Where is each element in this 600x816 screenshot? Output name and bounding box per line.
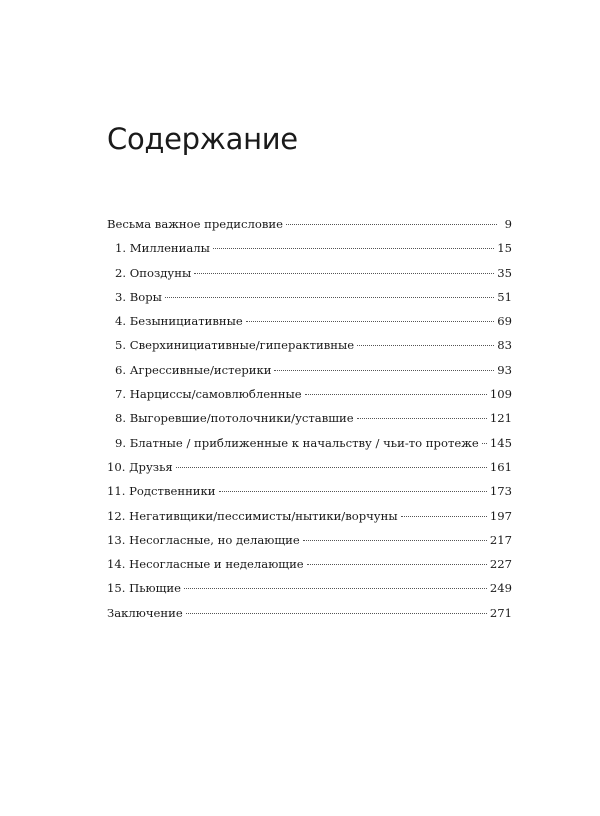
toc-entry-page: 249 (489, 581, 512, 596)
toc-entry-page: 217 (489, 532, 512, 547)
toc-entry-page: 93 (497, 362, 512, 377)
toc-entry[interactable] (107, 309, 512, 333)
dot-leader (401, 516, 487, 517)
toc-entry-page: 9 (504, 217, 512, 231)
toc-entry[interactable] (107, 455, 512, 479)
dot-leader (357, 418, 487, 419)
toc-entry-title: 6. Агрессивные/истерики (115, 362, 272, 377)
toc-entry[interactable] (107, 504, 512, 528)
toc-entry-title: 7. Нарциссы/самовлюбленные (115, 387, 302, 402)
toc-entry-title: 14. Несогласные и неделающие (107, 557, 304, 572)
dot-leader (186, 613, 487, 614)
dot-leader (165, 297, 494, 298)
toc-entry-page: 35 (497, 265, 512, 280)
toc-entry-page: 227 (489, 557, 512, 572)
toc-entry-page: 271 (489, 605, 512, 620)
toc-entry-title: Заключение (107, 605, 183, 620)
toc-entry-page: 173 (489, 484, 512, 499)
toc-entry-page: 109 (489, 387, 512, 402)
toc-entry[interactable] (107, 552, 512, 576)
toc-entry[interactable] (107, 576, 512, 600)
dot-leader (307, 564, 487, 565)
toc-entry-title: 4. Безынициативные (115, 314, 243, 329)
dot-leader (303, 540, 487, 541)
toc-entry[interactable] (107, 261, 512, 285)
toc-entry[interactable] (107, 431, 512, 455)
toc-entry-title: 2. Опоздуны (115, 265, 192, 280)
toc-entry-title: 8. Выгоревшие/потолочники/уставшие (115, 411, 354, 426)
toc-entry-title: 3. Воры (115, 289, 162, 304)
toc-entry-title: 12. Негативщики/пессимисты/нытики/ворчуны (107, 508, 398, 523)
dot-leader (286, 224, 497, 225)
page-title: Содержание (107, 122, 298, 156)
toc-entry-title: 1. Миллениалы (115, 241, 210, 256)
toc-entry-page: 51 (497, 289, 512, 304)
toc-entry-title: 10. Друзья (107, 459, 173, 474)
dot-leader (213, 248, 494, 249)
toc-entry-page: 15 (497, 241, 512, 256)
dot-leader (357, 345, 494, 346)
dot-leader (184, 588, 487, 589)
toc-entry[interactable] (107, 236, 512, 260)
toc-entry-title: 11. Родственники (107, 484, 216, 499)
toc-entry-title: 9. Блатные / приближенные к начальству / чьи-то протеже (115, 435, 479, 450)
dot-leader (219, 491, 487, 492)
toc-entry[interactable] (107, 212, 512, 236)
toc-entry-page: 83 (497, 338, 512, 353)
toc-entry-page: 69 (497, 314, 512, 329)
toc-entry[interactable] (107, 528, 512, 552)
toc-entry[interactable] (107, 285, 512, 309)
table-of-contents (107, 212, 512, 625)
toc-entry-page: 161 (489, 459, 512, 474)
dot-leader (482, 443, 487, 444)
toc-entry-page: 197 (489, 508, 512, 523)
dot-leader (246, 321, 495, 322)
toc-entry[interactable] (107, 479, 512, 503)
dot-leader (305, 394, 487, 395)
dot-leader (274, 370, 494, 371)
toc-entry-page: 145 (489, 435, 512, 450)
toc-entry-page: 121 (489, 411, 512, 426)
toc-entry[interactable] (107, 358, 512, 382)
toc-entry[interactable] (107, 406, 512, 430)
dot-leader (176, 467, 487, 468)
toc-entry-title: 13. Несогласные, но делающие (107, 532, 300, 547)
toc-entry[interactable] (107, 333, 512, 357)
dot-leader (194, 273, 494, 274)
toc-entry-title: 15. Пьющие (107, 581, 182, 596)
toc-entry-title: 5. Сверхинициативные/гиперактивные (115, 338, 355, 353)
toc-entry[interactable] (107, 382, 512, 406)
toc-entry-title: Весьма важное предисловие (107, 217, 283, 231)
toc-entry[interactable] (107, 601, 512, 625)
